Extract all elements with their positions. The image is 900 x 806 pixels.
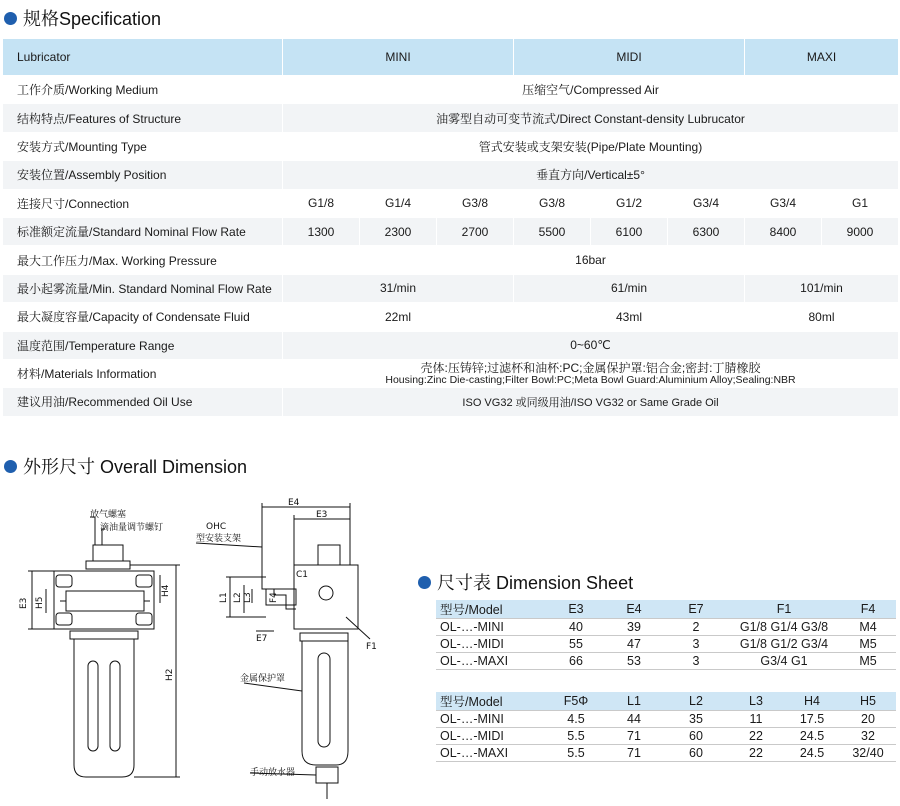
- cell: G3/8: [514, 189, 591, 217]
- cell: 型号/Model: [436, 692, 548, 711]
- cell: G1/8 G1/4 G3/8: [728, 619, 840, 636]
- cell: 35: [664, 711, 728, 728]
- dimension-table-2: [436, 692, 896, 762]
- label-l1: L1: [219, 592, 229, 603]
- row-oil: [3, 388, 899, 416]
- row-mounting: [3, 132, 899, 160]
- spec-header-row: [3, 39, 899, 76]
- cell: 43ml: [514, 303, 745, 331]
- cell: OL-…-MAXI: [436, 653, 548, 670]
- header-midi: MIDI: [514, 39, 745, 76]
- cell: G3/4 G1: [728, 653, 840, 670]
- cell: G3/4: [668, 189, 745, 217]
- label-f1: F1: [366, 642, 377, 652]
- table-row: [436, 711, 896, 728]
- label-e3-front: E3: [19, 597, 29, 609]
- dimension-section-title: [4, 453, 247, 479]
- cell: 2700: [437, 217, 514, 245]
- cell: 22: [728, 745, 784, 762]
- table-row: [436, 636, 896, 653]
- cell: 11: [728, 711, 784, 728]
- cell: 66: [548, 653, 604, 670]
- cell: 5500: [514, 217, 591, 245]
- label-vent-plug: 放气螺塞: [90, 510, 127, 520]
- cell: 44: [604, 711, 664, 728]
- cell: M5: [840, 653, 896, 670]
- cell: G1: [822, 189, 899, 217]
- cell: 5.5: [548, 745, 604, 762]
- row-flow: [3, 217, 899, 245]
- value-pressure: 16bar: [283, 246, 899, 274]
- cell: 型号/Model: [436, 600, 548, 619]
- label-ohc: OHC: [206, 522, 227, 532]
- row-structure: [3, 104, 899, 132]
- value-oil: ISO VG32 或同级用油/ISO VG32 or Same Grade Oil: [283, 388, 899, 416]
- cell: 2300: [360, 217, 437, 245]
- row-pressure: [3, 246, 899, 274]
- value-structure: 油雾型自动可变节流式/Direct Constant-density Lubrucator: [283, 104, 899, 132]
- front-bowl: [74, 639, 134, 777]
- label-drain: 手动放水器: [250, 768, 296, 778]
- side-top-knob: [318, 545, 340, 565]
- dimension-table-1: [436, 600, 896, 670]
- label-connection: 连接尺寸/Connection: [3, 189, 283, 217]
- cell: E7: [664, 600, 728, 619]
- cell: 5.5: [548, 728, 604, 745]
- cell: 55: [548, 636, 604, 653]
- table-row: [436, 653, 896, 670]
- cell: 60: [664, 728, 728, 745]
- label-working-medium: 工作介质/Working Medium: [3, 76, 283, 104]
- label-e4: E4: [288, 498, 300, 508]
- materials-cn: 壳体:压铸锌;过滤杯和油杯:PC;金属保护罩:铝合金;密封:丁腈橡胶: [420, 360, 761, 375]
- row-connection: [3, 189, 899, 217]
- row-capacity: [3, 303, 899, 331]
- label-structure: 结构特点/Features of Structure: [3, 104, 283, 132]
- label-oil: 建议用油/Recommended Oil Use: [3, 388, 283, 416]
- table-row: [436, 692, 896, 711]
- cell: 3: [664, 636, 728, 653]
- row-min-flow: [3, 274, 899, 302]
- cell: G3/8: [437, 189, 514, 217]
- label-bracket: 型安装支架: [196, 534, 242, 544]
- label-e7: E7: [256, 634, 268, 644]
- side-bowl: [302, 641, 348, 765]
- header-maxi: MAXI: [745, 39, 899, 76]
- table-row: [436, 619, 896, 636]
- value-working-medium: 压缩空气/Compressed Air: [283, 76, 899, 104]
- cell: 32/40: [840, 745, 896, 762]
- cell: 22ml: [283, 303, 514, 331]
- row-temperature: [3, 331, 899, 359]
- cell: 8400: [745, 217, 822, 245]
- front-top-cap: [86, 561, 130, 569]
- header-mini: MINI: [283, 39, 514, 76]
- cell: 61/min: [514, 274, 745, 302]
- cell: 3: [664, 653, 728, 670]
- row-working-medium: [3, 76, 899, 104]
- value-temperature: 0~60℃: [283, 331, 899, 359]
- cell: 47: [604, 636, 664, 653]
- label-c1: C1: [296, 570, 309, 580]
- spec-section-title: [4, 5, 161, 31]
- cell: 17.5: [784, 711, 840, 728]
- cell: F1: [728, 600, 840, 619]
- cell: 80ml: [745, 303, 899, 331]
- label-h4: H4: [161, 584, 171, 597]
- cell: 101/min: [745, 274, 899, 302]
- label-min-flow: 最小起雾流量/Min. Standard Nominal Flow Rate: [3, 274, 283, 302]
- label-assembly: 安装位置/Assembly Position: [3, 161, 283, 189]
- dimension-title-text: 外形尺寸 Overall Dimension: [23, 457, 248, 477]
- cell: 32: [840, 728, 896, 745]
- dim-sheet-title: [418, 569, 633, 595]
- table-row: [436, 600, 896, 619]
- cell: F5Φ: [548, 692, 604, 711]
- drain-valve: [316, 767, 338, 783]
- label-h5: H5: [35, 596, 45, 609]
- bullet-dot-icon: [418, 576, 431, 589]
- cell: 71: [604, 745, 664, 762]
- label-l3: L3: [243, 592, 253, 603]
- cell: 20: [840, 711, 896, 728]
- cell: M4: [840, 619, 896, 636]
- label-oil-screw: 滴油量调节螺钉: [100, 523, 164, 533]
- value-assembly: 垂直方向/Vertical±5°: [283, 161, 899, 189]
- label-materials: 材料/Materials Information: [3, 359, 283, 387]
- cell: 6300: [668, 217, 745, 245]
- cell: L2: [664, 692, 728, 711]
- header-lubricator: Lubricator: [3, 39, 283, 76]
- cell: G1/8 G1/2 G3/4: [728, 636, 840, 653]
- cell: 39: [604, 619, 664, 636]
- cell: 22: [728, 728, 784, 745]
- cell: 53: [604, 653, 664, 670]
- cell: 1300: [283, 217, 360, 245]
- bullet-dot-icon: [4, 460, 17, 473]
- front-body: [54, 571, 154, 629]
- value-mounting: 管式安装或支架安装(Pipe/Plate Mounting): [283, 132, 899, 160]
- cell: L3: [728, 692, 784, 711]
- cell: OL-…-MINI: [436, 711, 548, 728]
- table-row: [436, 745, 896, 762]
- cell: 40: [548, 619, 604, 636]
- cell: OL-…-MIDI: [436, 728, 548, 745]
- cell: H5: [840, 692, 896, 711]
- label-capacity: 最大凝度容量/Capacity of Condensate Fluid: [3, 303, 283, 331]
- dim-sheet-title-text: 尺寸表 Dimension Sheet: [437, 573, 634, 593]
- cell: G3/4: [745, 189, 822, 217]
- cell: 6100: [591, 217, 668, 245]
- label-pressure: 最大工作压力/Max. Working Pressure: [3, 246, 283, 274]
- label-h2: H2: [165, 668, 175, 681]
- spec-title-text: 规格Specification: [23, 9, 162, 29]
- cell: L1: [604, 692, 664, 711]
- cell: 9000: [822, 217, 899, 245]
- cell: 4.5: [548, 711, 604, 728]
- cell: F4: [840, 600, 896, 619]
- dimension-drawing: [0, 485, 430, 805]
- label-guard: 金属保护罩: [240, 674, 286, 684]
- label-temperature: 温度范围/Temperature Range: [3, 331, 283, 359]
- row-assembly: [3, 161, 899, 189]
- cell: M5: [840, 636, 896, 653]
- cell: 24.5: [784, 728, 840, 745]
- cell: 71: [604, 728, 664, 745]
- table-row: [436, 728, 896, 745]
- cell: G1/8: [283, 189, 360, 217]
- row-materials: [3, 359, 899, 387]
- label-l2: L2: [233, 592, 243, 603]
- cell: 24.5: [784, 745, 840, 762]
- cell: H4: [784, 692, 840, 711]
- cell: E3: [548, 600, 604, 619]
- cell: G1/4: [360, 189, 437, 217]
- cell: OL-…-MAXI: [436, 745, 548, 762]
- cell: OL-…-MIDI: [436, 636, 548, 653]
- cell: 31/min: [283, 274, 514, 302]
- cell: OL-…-MINI: [436, 619, 548, 636]
- specification-table: [2, 38, 899, 417]
- value-materials: [283, 359, 899, 387]
- cell: E4: [604, 600, 664, 619]
- cell: 2: [664, 619, 728, 636]
- cell: 60: [664, 745, 728, 762]
- label-mounting: 安装方式/Mounting Type: [3, 132, 283, 160]
- bracket: [262, 545, 296, 609]
- bullet-dot-icon: [4, 12, 17, 25]
- front-top-knob: [93, 545, 123, 561]
- materials-en: Housing:Zinc Die-casting;Filter Bowl:PC;Meta Bowl Guard:Aluminium Alloy;Sealing:NBR: [385, 373, 796, 386]
- label-f4: F4: [269, 592, 279, 603]
- label-flow: 标准额定流量/Standard Nominal Flow Rate: [3, 217, 283, 245]
- label-e3-side: E3: [316, 510, 328, 520]
- cell: G1/2: [591, 189, 668, 217]
